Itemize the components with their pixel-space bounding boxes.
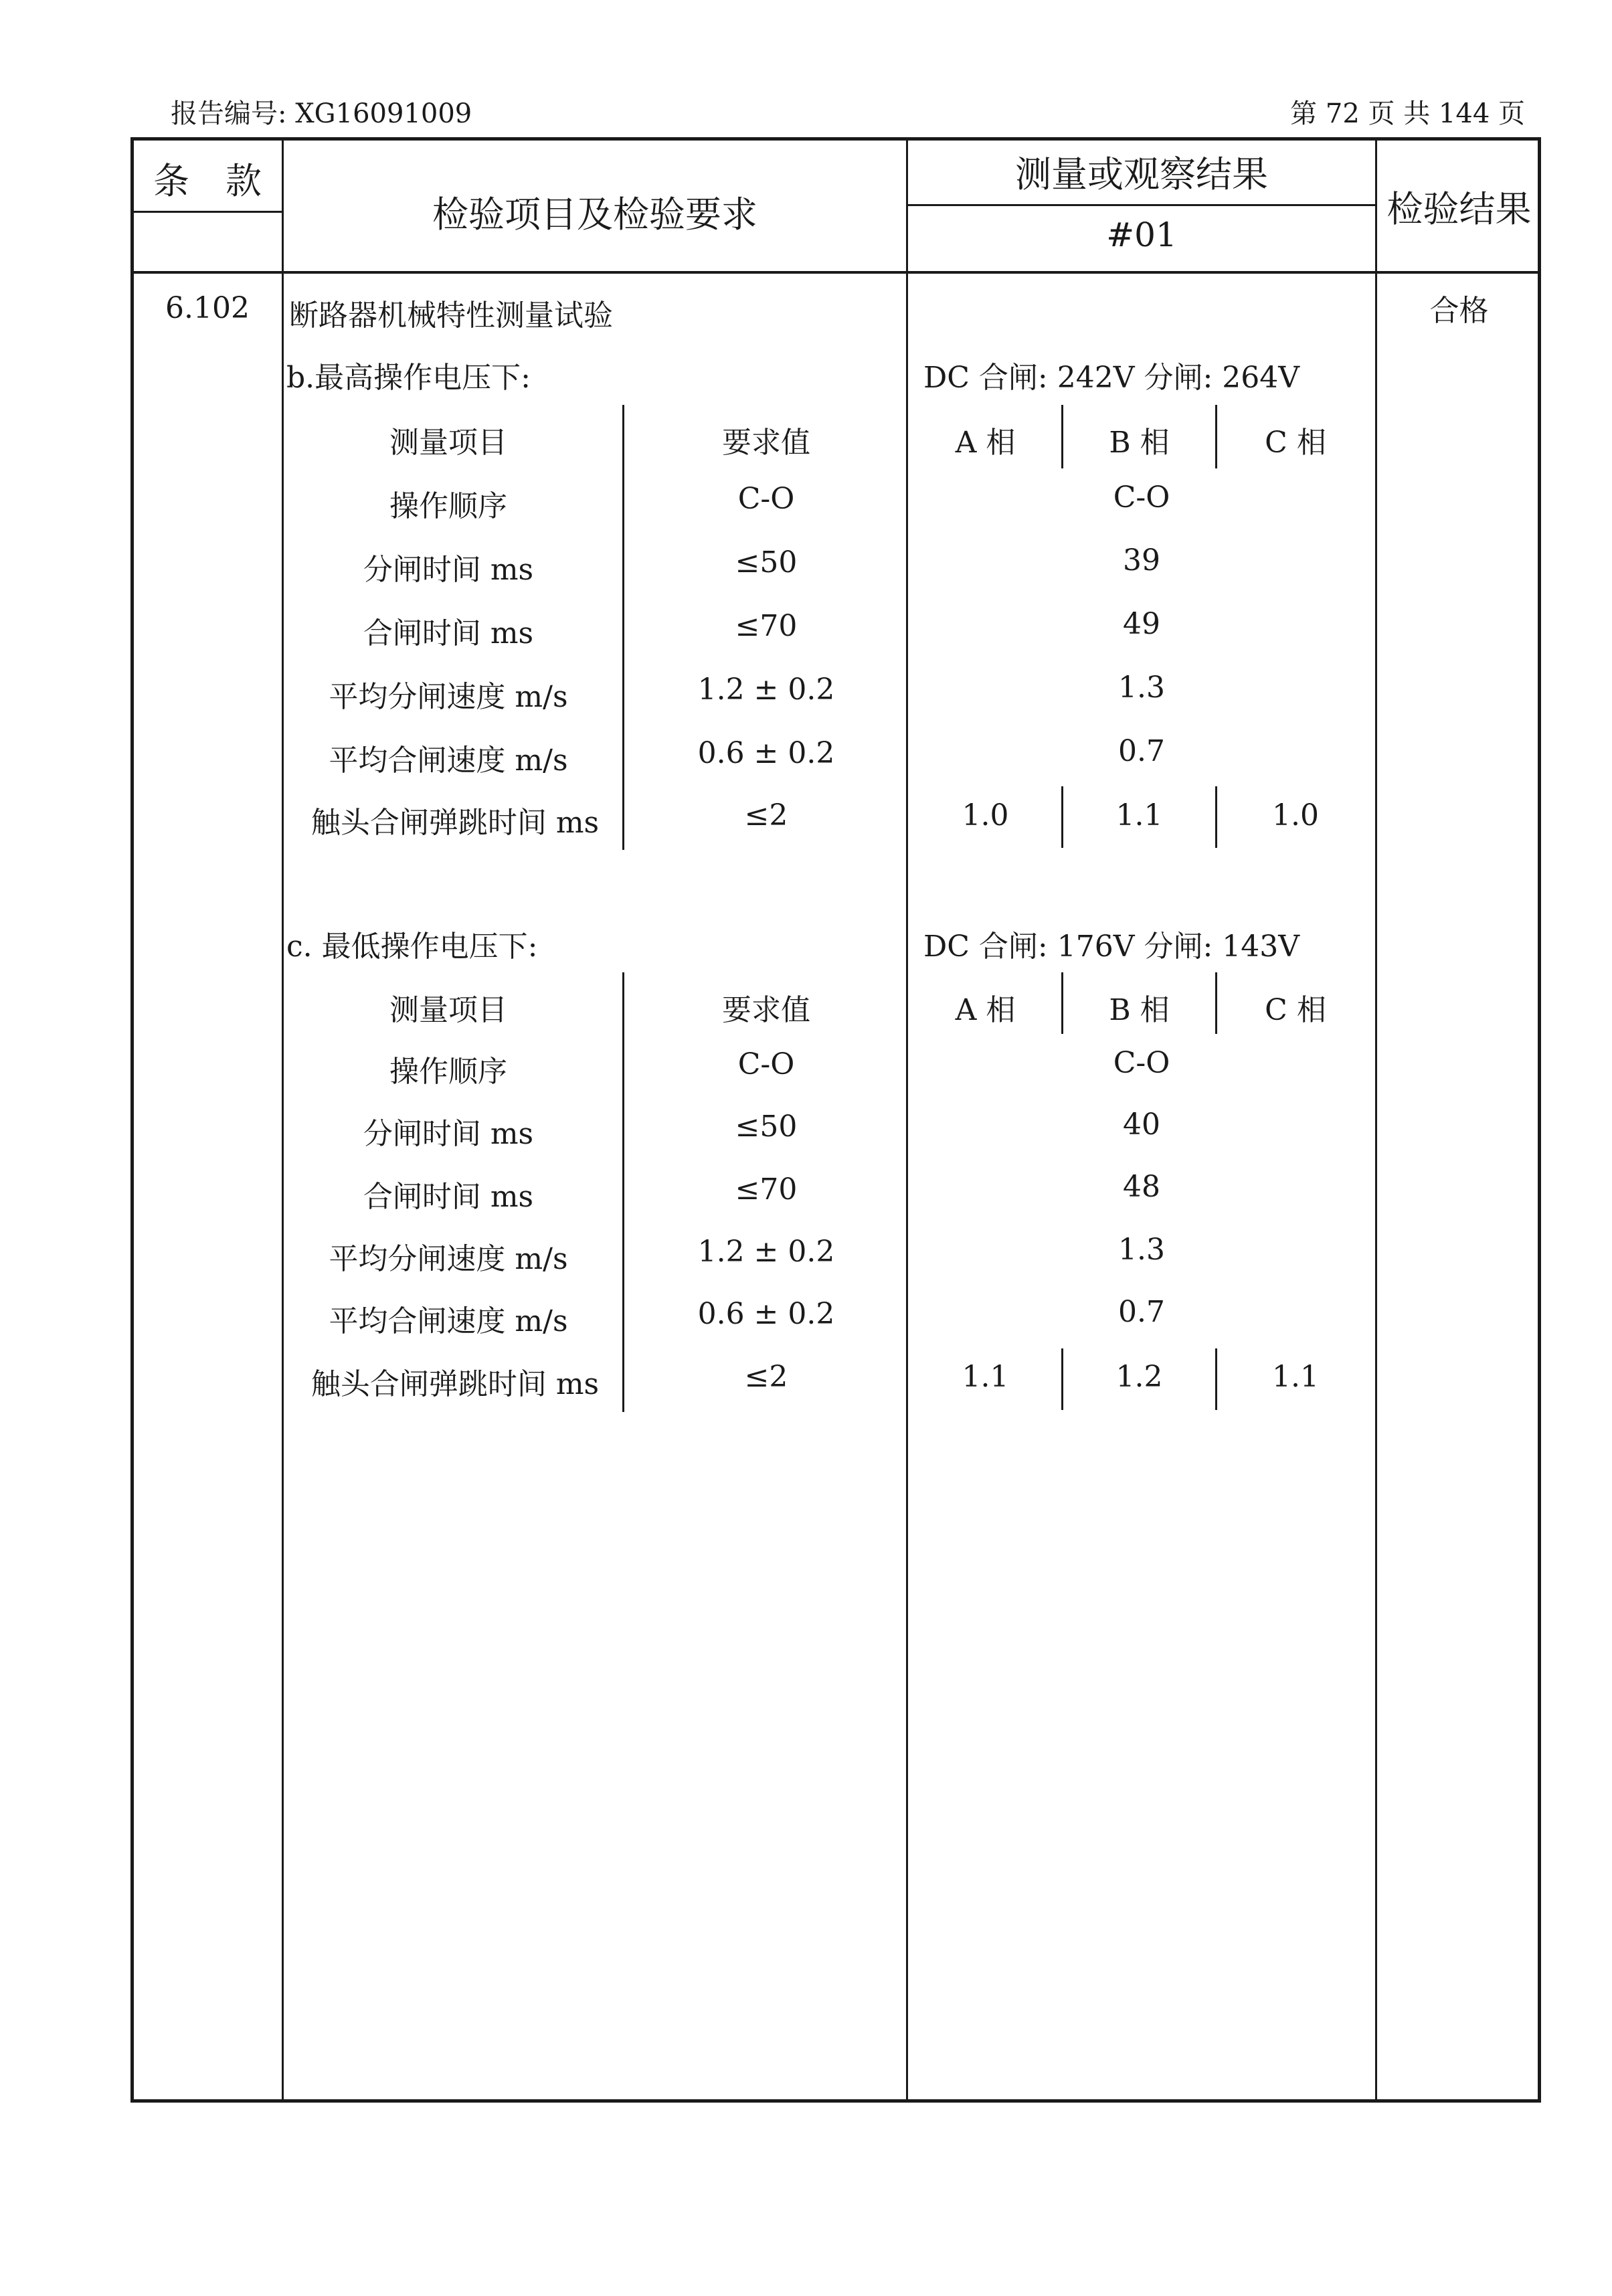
row-value: 40 bbox=[1123, 1108, 1160, 1142]
row-value: 48 bbox=[1123, 1170, 1160, 1204]
bounce-phase-b: 1.2 bbox=[1115, 1360, 1163, 1394]
row-req: 0.6 ± 0.2 bbox=[697, 1297, 835, 1331]
row-req: C-O bbox=[737, 1047, 795, 1081]
row-value: 39 bbox=[1123, 543, 1160, 578]
test-title: 断路器机械特性测量试验 bbox=[289, 298, 613, 333]
row-item: 平均合闸速度 m/s bbox=[329, 743, 568, 778]
phase-divider-ab bbox=[1061, 972, 1063, 1034]
phase-b-label: B 相 bbox=[1109, 993, 1170, 1027]
row-item: 合闸时间 ms bbox=[363, 616, 534, 650]
row-value: 49 bbox=[1123, 607, 1160, 641]
bounce-item: 触头合闸弹跳时间 ms bbox=[310, 1367, 600, 1401]
row-value: C-O bbox=[1113, 480, 1170, 515]
row-req: ≤70 bbox=[735, 1172, 798, 1207]
item-req-divider bbox=[622, 405, 624, 850]
phase-divider-ab bbox=[1061, 405, 1063, 468]
bounce-req: ≤2 bbox=[744, 1360, 788, 1394]
measure-header: 测量或观察结果 bbox=[1015, 153, 1268, 195]
bounce-phase-a: 1.1 bbox=[962, 1360, 1009, 1394]
measure-head-line bbox=[906, 204, 1376, 206]
row-req: 1.2 ± 0.2 bbox=[697, 673, 835, 707]
bounce-phase-c: 1.1 bbox=[1272, 1360, 1319, 1394]
clause-header: 条 款 bbox=[153, 160, 262, 202]
col-item-label: 测量项目 bbox=[389, 426, 507, 460]
row-req: ≤50 bbox=[735, 1110, 798, 1144]
phase-c-label: C 相 bbox=[1265, 993, 1326, 1027]
row-req: ≤70 bbox=[735, 609, 798, 643]
section-heading: c. 最低操作电压下: bbox=[286, 930, 538, 964]
row-item: 平均合闸速度 m/s bbox=[329, 1304, 568, 1338]
row-item: 合闸时间 ms bbox=[363, 1180, 534, 1214]
row-item: 平均分闸速度 m/s bbox=[329, 1242, 568, 1276]
row-item: 分闸时间 ms bbox=[363, 553, 534, 587]
item-req-divider bbox=[622, 972, 624, 1412]
row-item: 平均分闸速度 m/s bbox=[329, 680, 568, 714]
row-item: 操作顺序 bbox=[389, 489, 507, 523]
row-value: 1.3 bbox=[1118, 1233, 1165, 1267]
voltage-setting: DC 合闸: 242V 分闸: 264V bbox=[923, 361, 1300, 395]
bounce-divider-ab bbox=[1061, 786, 1063, 848]
voltage-setting: DC 合闸: 176V 分闸: 143V bbox=[923, 930, 1300, 964]
bounce-divider-bc bbox=[1215, 1348, 1217, 1410]
header-bottom-line bbox=[130, 271, 1541, 274]
phase-c-label: C 相 bbox=[1265, 426, 1326, 460]
item-header: 检验项目及检验要求 bbox=[432, 193, 757, 236]
phase-divider-bc bbox=[1215, 972, 1217, 1034]
phase-a-label: A 相 bbox=[955, 993, 1016, 1027]
test-result: 合格 bbox=[1429, 294, 1489, 328]
row-value: 1.3 bbox=[1118, 671, 1165, 705]
phase-a-label: A 相 bbox=[955, 426, 1016, 460]
col-divider-1 bbox=[282, 137, 284, 2103]
row-value: 0.7 bbox=[1118, 1295, 1165, 1329]
row-item: 分闸时间 ms bbox=[363, 1117, 534, 1151]
page-info: 第 72 页 共 144 页 bbox=[1290, 98, 1525, 129]
row-req: 1.2 ± 0.2 bbox=[697, 1235, 835, 1269]
clause-number: 6.102 bbox=[165, 291, 250, 325]
bounce-phase-c: 1.0 bbox=[1272, 798, 1319, 832]
col-item-label: 测量项目 bbox=[389, 993, 507, 1027]
col-divider-3 bbox=[1375, 137, 1377, 2103]
bounce-divider-ab bbox=[1061, 1348, 1063, 1410]
row-item: 操作顺序 bbox=[389, 1055, 507, 1089]
report-number: 报告编号: XG16091009 bbox=[171, 98, 472, 129]
col-req-label: 要求值 bbox=[722, 993, 810, 1027]
col-req-label: 要求值 bbox=[722, 426, 810, 460]
row-value: C-O bbox=[1113, 1046, 1170, 1080]
clause-head-line bbox=[130, 211, 283, 213]
sample-header: #01 bbox=[1106, 215, 1177, 254]
bounce-divider-bc bbox=[1215, 786, 1217, 848]
phase-divider-bc bbox=[1215, 405, 1217, 468]
bounce-phase-a: 1.0 bbox=[962, 798, 1009, 832]
row-req: ≤50 bbox=[735, 545, 798, 580]
row-req: C-O bbox=[737, 482, 795, 516]
bounce-item: 触头合闸弹跳时间 ms bbox=[310, 806, 600, 840]
row-value: 0.7 bbox=[1118, 734, 1165, 768]
result-header: 检验结果 bbox=[1386, 188, 1532, 230]
bounce-phase-b: 1.1 bbox=[1115, 798, 1163, 832]
bounce-req: ≤2 bbox=[744, 798, 788, 832]
phase-b-label: B 相 bbox=[1109, 426, 1170, 460]
row-req: 0.6 ± 0.2 bbox=[697, 736, 835, 770]
section-heading: b.最高操作电压下: bbox=[286, 361, 531, 395]
